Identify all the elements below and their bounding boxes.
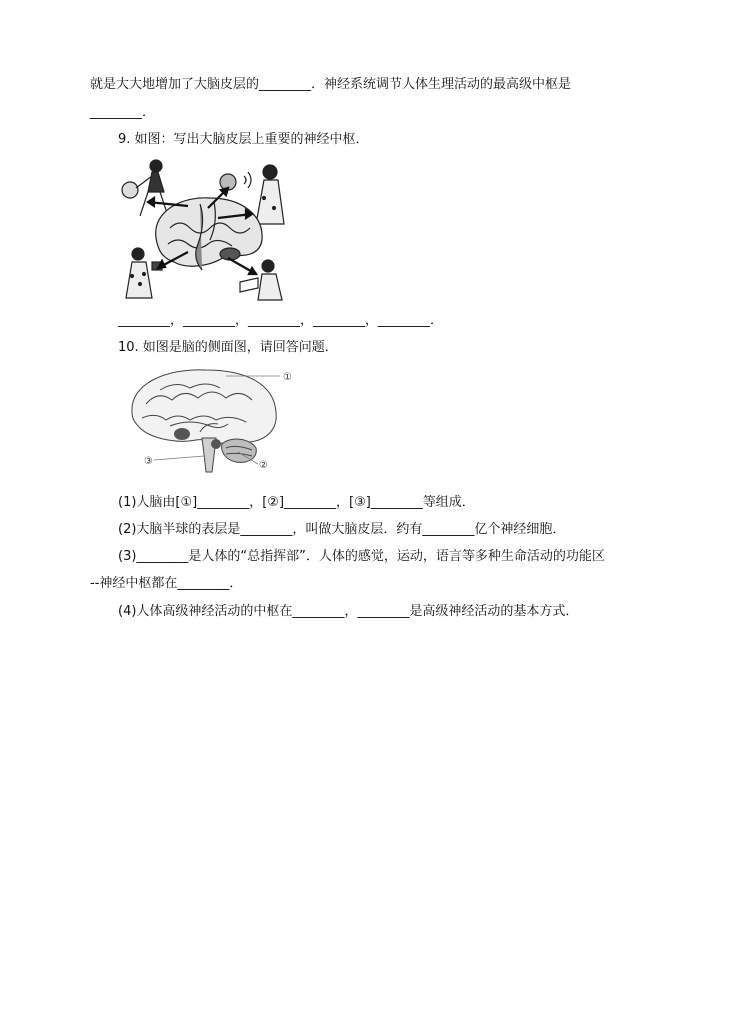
- girl-with-ball-illustration: [122, 160, 168, 216]
- label-1: ①: [283, 372, 292, 383]
- q10-brain-side-figure: [126, 364, 301, 474]
- intro-line-2: ________．: [90, 105, 156, 120]
- label-3: ③: [144, 456, 153, 467]
- intro-line-1: 就是大大地增加了大脑皮层的________．神经系统调节人体生理活动的最高级中枢是: [90, 77, 572, 92]
- q9-answer-blanks: ________，________，________，________，________．: [118, 313, 443, 328]
- label-2: ②: [259, 460, 268, 471]
- q10-sub3-line2: --神经中枢都在________．: [90, 576, 243, 591]
- girl-reading-illustration: [240, 260, 282, 300]
- cerebellum-illustration: [222, 439, 257, 462]
- q10-sub1: (1)人脑由[①]________，[②]________，[③]________等组成．: [118, 495, 475, 510]
- q10-sub2: (2)大脑半球的表层是________，叫做大脑皮层．约有________亿个神经细胞．: [118, 522, 566, 537]
- q10-sub3-line1: (3)________是人体的“总指挥部”．人体的感觉，运动，语言等多种生命活动的功能区: [118, 549, 605, 564]
- q10-title: 10. 如图是脑的侧面图，请回答问题．: [118, 340, 338, 355]
- q10-sub4: (4)人体高级神经活动的中枢在________，________是高级神经活动的基本方式．: [118, 604, 579, 619]
- q9-brain-centers-figure: [118, 158, 286, 302]
- q9-title: 9. 如图：写出大脑皮层上重要的神经中枢．: [118, 132, 369, 147]
- brain-sagittal-illustration: [132, 370, 276, 444]
- girl-on-phone-illustration: [126, 248, 162, 298]
